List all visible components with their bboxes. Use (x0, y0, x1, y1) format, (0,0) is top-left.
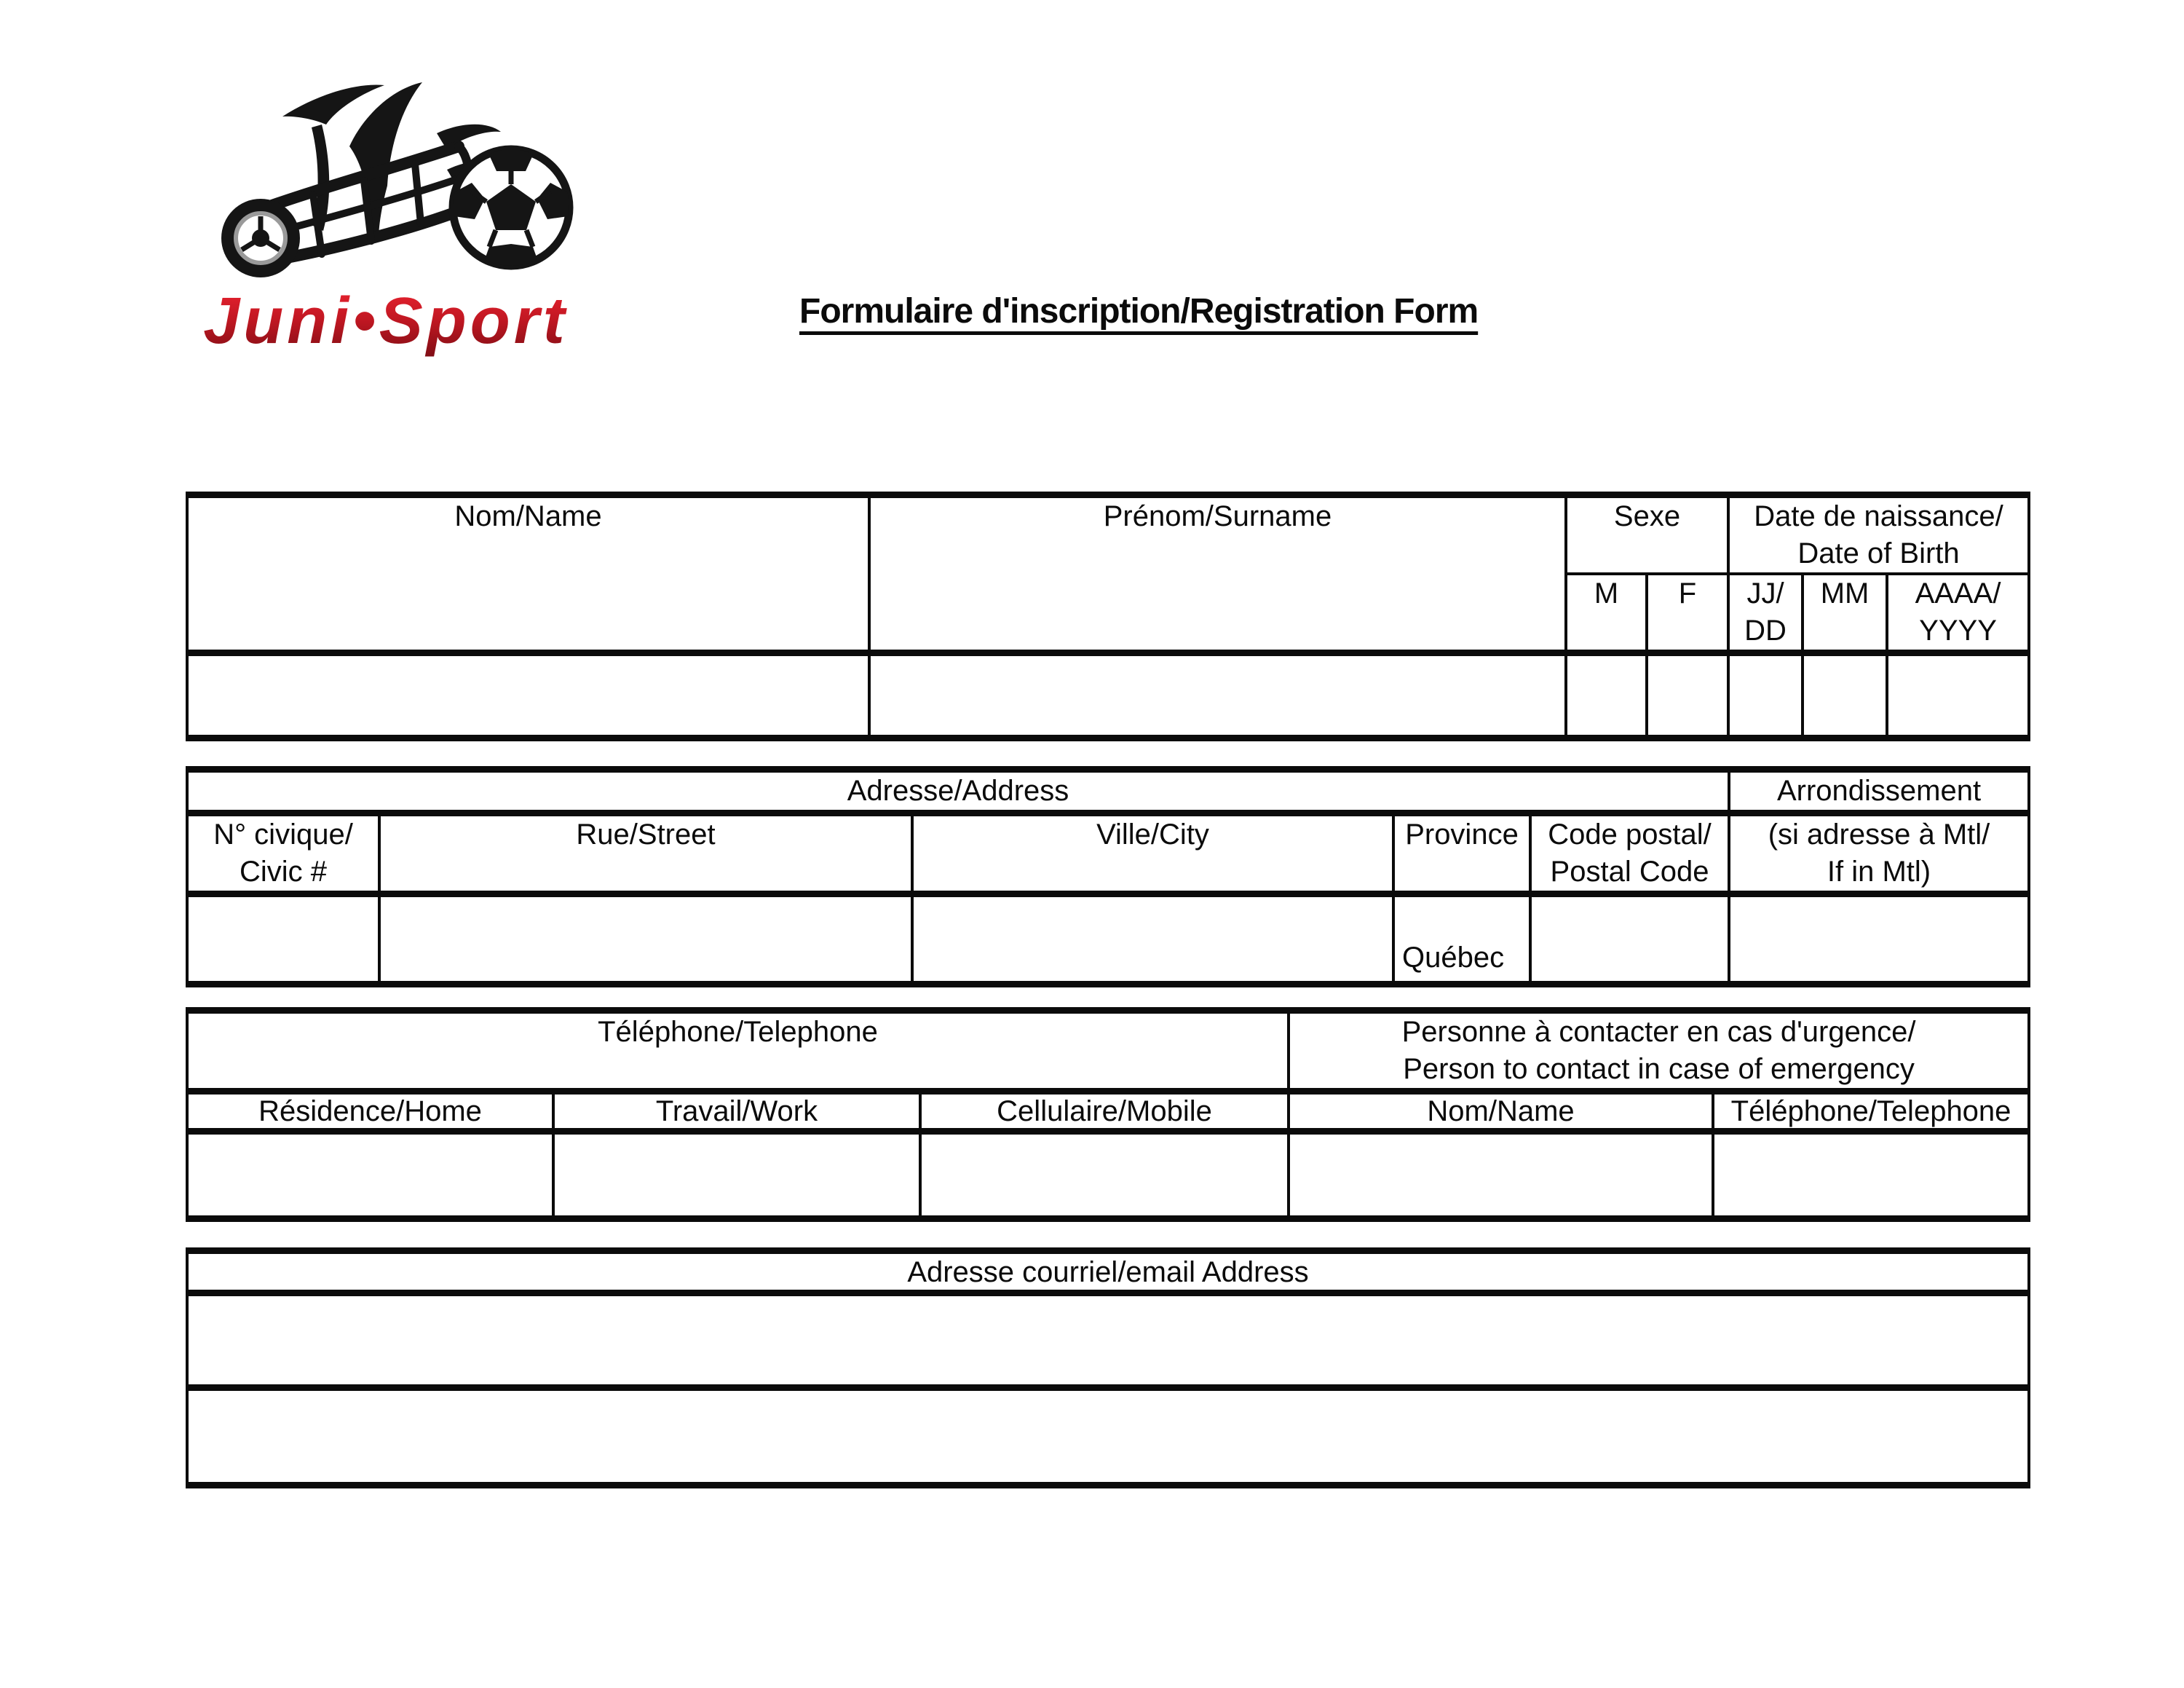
city-input-cell[interactable] (912, 894, 1393, 985)
arrondissement-header: Arrondissement (1729, 770, 2029, 813)
surname-input-cell[interactable] (869, 653, 1566, 738)
year-input-cell[interactable] (1887, 653, 2029, 738)
work-phone-header: Travail/Work (553, 1092, 920, 1132)
emergency-section-header: Personne à contacter en cas d'urgence/ Person to contact in case of emergency (1289, 1011, 2029, 1092)
male-input-cell[interactable] (1566, 653, 1647, 738)
female-input-cell[interactable] (1647, 653, 1728, 738)
postal-input-cell[interactable] (1530, 894, 1729, 985)
soccer-ball-icon (453, 141, 569, 277)
wheel-icon (221, 199, 300, 277)
work-phone-input-cell[interactable] (553, 1132, 920, 1219)
home-phone-input-cell[interactable] (187, 1132, 553, 1219)
phone-table (186, 1007, 2030, 1222)
month-header: MM (1803, 574, 1887, 653)
dob-header: Date de naissance/ Date of Birth (1728, 495, 2029, 575)
name-input-cell[interactable] (187, 653, 869, 738)
city-header: Ville/City (912, 813, 1393, 894)
junisport-logo (197, 76, 575, 358)
civic-header: N° civique/ Civic # (187, 813, 379, 894)
province-value-cell[interactable]: Québec (1393, 894, 1530, 985)
email-input-cell-2[interactable] (187, 1388, 2029, 1486)
home-phone-header: Résidence/Home (187, 1092, 553, 1132)
address-section-header: Adresse/Address (187, 770, 1729, 813)
arrondissement-note-header: (si adresse à Mtl/ If in Mtl) (1729, 813, 2029, 894)
identity-table (186, 492, 2030, 741)
page-title: Formulaire d'inscription/Registration Form (799, 292, 1479, 331)
street-header: Rue/Street (379, 813, 912, 894)
day-input-cell[interactable] (1728, 653, 1803, 738)
mobile-phone-input-cell[interactable] (920, 1132, 1289, 1219)
civic-input-cell[interactable] (187, 894, 379, 985)
mobile-phone-header: Cellulaire/Mobile (920, 1092, 1289, 1132)
logo-wordmark: Juni•Sport (197, 284, 575, 359)
postal-header: Code postal/ Postal Code (1530, 813, 1729, 894)
contact-name-header: Nom/Name (1289, 1092, 1713, 1132)
year-header: AAAA/ YYYY (1887, 574, 2029, 653)
name-header: Nom/Name (187, 495, 869, 653)
address-table (186, 766, 2030, 987)
email-table (186, 1247, 2030, 1488)
street-input-cell[interactable] (379, 894, 912, 985)
arrondissement-input-cell[interactable] (1729, 894, 2029, 985)
soccer-ball-and-net-cart-icon (197, 76, 575, 288)
contact-name-input-cell[interactable] (1289, 1132, 1713, 1219)
surname-header: Prénom/Surname (869, 495, 1566, 653)
male-header: M (1566, 574, 1647, 653)
sex-header: Sexe (1566, 495, 1728, 575)
contact-phone-input-cell[interactable] (1713, 1132, 2029, 1219)
female-header: F (1647, 574, 1728, 653)
month-input-cell[interactable] (1803, 653, 1887, 738)
day-header: JJ/ DD (1728, 574, 1803, 653)
email-section-header: Adresse courriel/email Address (187, 1251, 2029, 1293)
contact-phone-header: Téléphone/Telephone (1713, 1092, 2029, 1132)
phone-section-header: Téléphone/Telephone (187, 1011, 1289, 1092)
province-header: Province (1393, 813, 1530, 894)
email-input-cell-1[interactable] (187, 1293, 2029, 1388)
